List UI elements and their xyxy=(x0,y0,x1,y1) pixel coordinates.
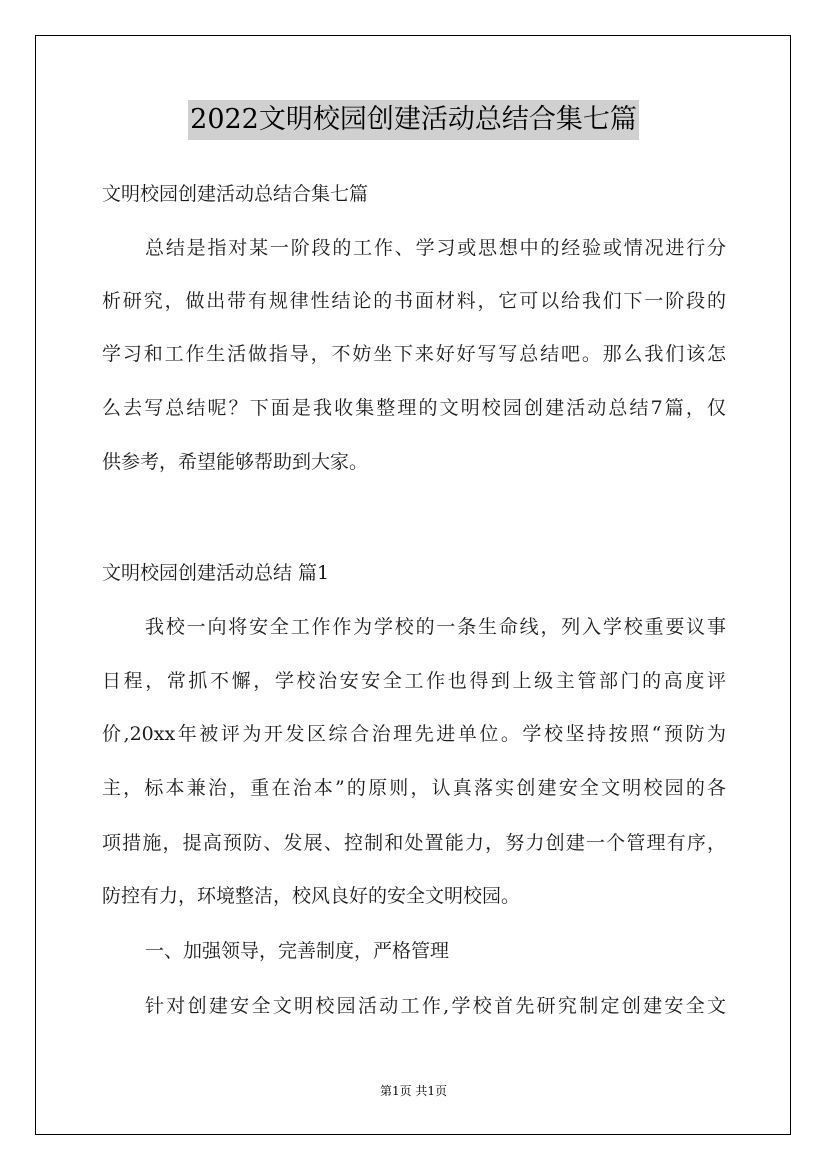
intro-line: 供参考，希望能够帮助到大家。 xyxy=(102,451,369,473)
intro-line: 总结是指对某一阶段的工作、学习或思想中的经验或情况进行分 xyxy=(145,237,726,259)
body-line: 日程，常抓不懈，学校治安安全工作也得到上级主管部门的高度评 xyxy=(102,670,726,692)
subheading: 一、加强领导，完善制度，严格管理 xyxy=(145,940,450,962)
intro-line: 学习和工作生活做指导，不妨坐下来好好写写总结吧。那么我们该怎 xyxy=(102,343,726,365)
body-line: 项措施，提高预防、发展、控制和处置能力，努力创建一个管理有序， xyxy=(102,832,726,854)
section-heading: 文明校园创建活动总结 篇1 xyxy=(102,562,330,584)
page-footer: 第1页 共1页 xyxy=(379,1084,448,1098)
body-line: 防控有力，环境整洁，校风良好的安全文明校园。 xyxy=(102,885,521,907)
body-line: 我校一向将安全工作作为学校的一条生命线，列入学校重要议事 xyxy=(145,616,726,638)
document-subtitle: 文明校园创建活动总结合集七篇 xyxy=(102,183,369,205)
body-line: 针对创建安全文明校园活动工作,学校首先研究制定创建安全文 xyxy=(145,995,726,1017)
intro-line: 么去写总结呢？下面是我收集整理的文明校园创建活动总结7篇，仅 xyxy=(102,397,726,419)
body-line: 价,20xx年被评为开发区综合治理先进单位。学校坚持按照“预防为 xyxy=(102,723,726,745)
title-wrap xyxy=(0,100,827,140)
intro-line: 析研究，做出带有规律性结论的书面材料，它可以给我们下一阶段的 xyxy=(102,290,726,312)
document-title: 2022文明校园创建活动总结合集七篇 xyxy=(188,100,639,140)
body-line: 主，标本兼治，重在治本”的原则，认真落实创建安全文明校园的各 xyxy=(102,777,726,799)
